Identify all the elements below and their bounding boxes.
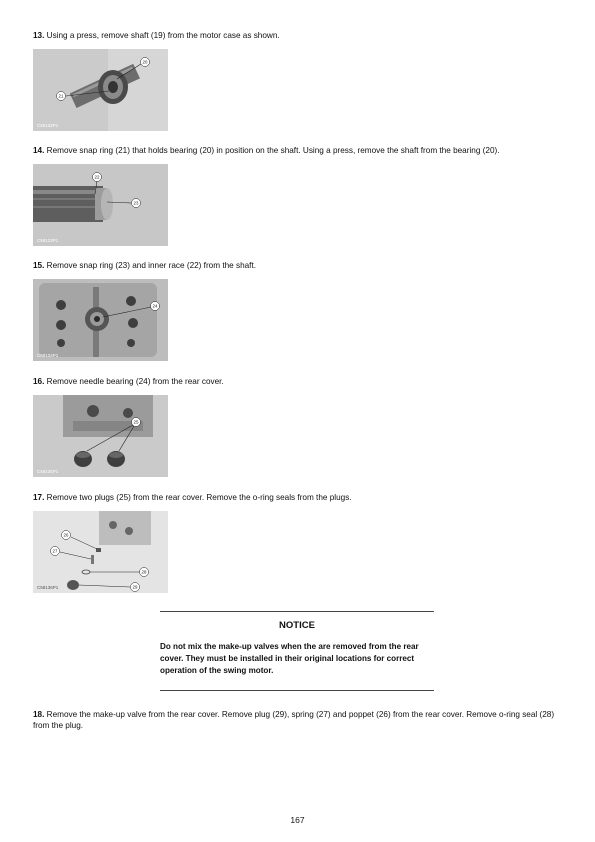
shaft-press-illustration: [33, 49, 168, 131]
step-number: 16.: [33, 377, 45, 386]
step-17: [33, 493, 563, 504]
figure-make-up-valve: [33, 511, 168, 593]
step-16: [33, 377, 563, 388]
step-number: 15.: [33, 261, 45, 270]
step-number: 13.: [33, 31, 45, 40]
figure-rear-cover-plugs: [33, 395, 168, 477]
figure-caption: C58136P1: [37, 585, 59, 590]
callout-28: 28: [141, 569, 147, 575]
figure-caption: C58134P1: [37, 353, 59, 358]
step-text: Remove the make-up valve from the rear cover. Remove plug (29), spring (27) and poppet (26) from the rear cover. Remove o-ring seal (28) from the plug.: [33, 710, 555, 730]
step-number: 17.: [33, 493, 45, 502]
make-up-valve-illustration: [33, 511, 168, 593]
figure-shaft-snap-ring: [33, 164, 168, 246]
rear-cover-plugs-illustration: [33, 395, 168, 477]
callout-29: 29: [132, 584, 138, 590]
step-text: Remove snap ring (21) that holds bearing (20) in position on the shaft. Using a press, remove the shaft from the bearing (20).: [46, 146, 500, 155]
callout-20: 20: [142, 59, 148, 65]
callout-27: 27: [52, 548, 58, 554]
notice-bottom-rule: [160, 690, 434, 691]
figure-caption: C58133P1: [37, 238, 59, 243]
figure-caption: C58132P1: [37, 123, 59, 128]
callout-23: 23: [133, 200, 139, 206]
callout-21: 21: [58, 93, 64, 99]
step-text: Remove snap ring (23) and inner race (22) from the shaft.: [46, 261, 257, 270]
step-number: 18.: [33, 710, 45, 719]
shaft-snap-ring-illustration: [33, 164, 168, 246]
rear-cover-bearing-illustration: [33, 279, 168, 361]
step-text: Remove two plugs (25) from the rear cover. Remove the o-ring seals from the plugs.: [46, 493, 352, 502]
step-18: [33, 710, 563, 731]
step-text: Remove needle bearing (24) from the rear cover.: [46, 377, 224, 386]
figure-shaft-press: [33, 49, 168, 131]
notice-body: Do not mix the make-up valves when the are removed from the rear cover. They must be installed in their original locations for correct operation of the swing motor.: [160, 642, 419, 675]
page-number: 167: [290, 815, 305, 825]
figure-caption: C58135P1: [37, 469, 59, 474]
callout-22: 22: [94, 174, 100, 180]
step-14: [33, 146, 563, 157]
step-15: [33, 261, 563, 272]
callout-24: 24: [152, 303, 158, 309]
notice-title: NOTICE: [279, 620, 315, 631]
notice-top-rule: [160, 611, 434, 612]
callout-25: 25: [133, 419, 139, 425]
figure-rear-cover-bearing: [33, 279, 168, 361]
callout-26: 26: [63, 532, 69, 538]
step-number: 14.: [33, 146, 45, 155]
step-13: [33, 31, 563, 42]
step-text: Using a press, remove shaft (19) from the motor case as shown.: [46, 31, 280, 40]
